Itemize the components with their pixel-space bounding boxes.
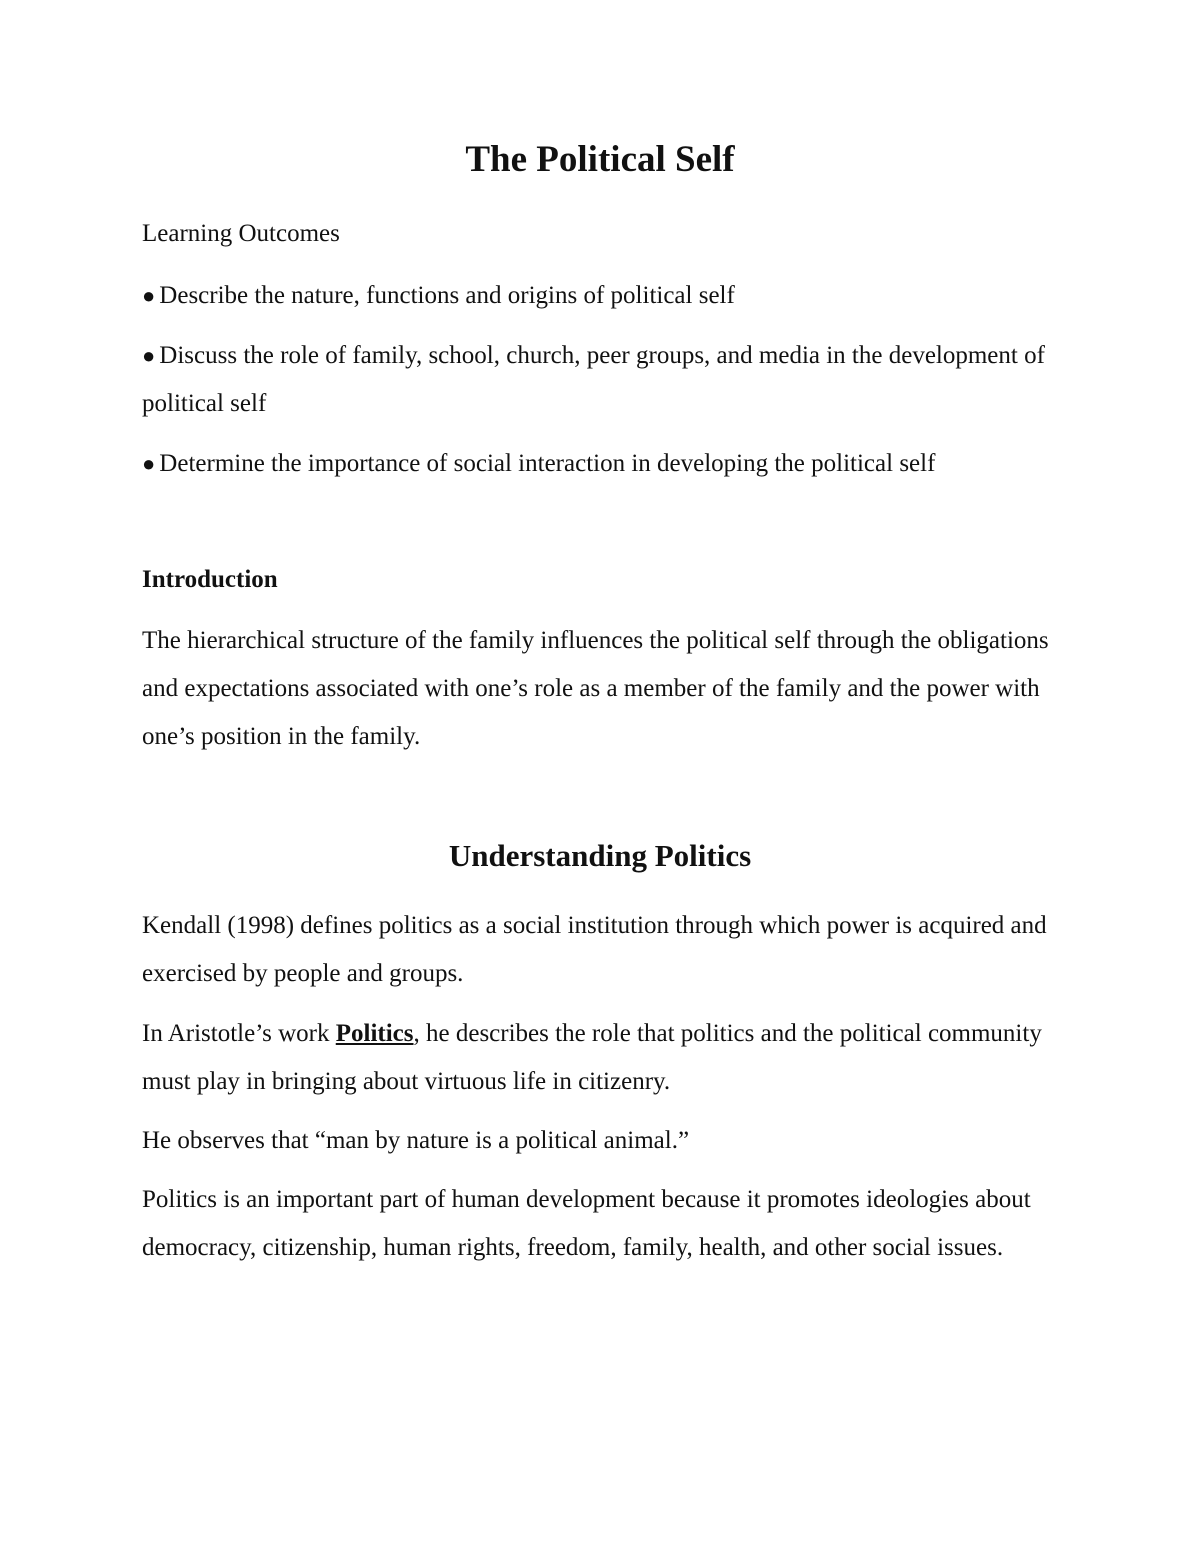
outcome-text-2: Discuss the role of family, school, church, peer groups, and media in the development of political self [142, 342, 1045, 417]
bullet-icon: ● [142, 343, 156, 368]
outcome-item-1 [142, 272, 1062, 320]
aristotle-text-after: , he describes the role that politics and the political community must play in bringing about virtuous life in citizenry. [142, 1020, 1042, 1095]
outcome-text-3: Determine the importance of social interaction in developing the political self [159, 450, 936, 477]
outcome-item-3 [142, 440, 1062, 488]
aristotle-text-before: In Aristotle’s work [142, 1020, 336, 1047]
page-title: The Political Self [465, 139, 735, 180]
aristotle-paragraph [142, 1010, 1062, 1106]
human-development-paragraph: Politics is an important part of human development because it promotes ideologies about democracy, citizenship, human rights, freedom, family, health, and other social issues. [142, 1186, 1031, 1261]
introduction-heading: Introduction [142, 566, 278, 593]
understanding-politics-heading: Understanding Politics [448, 838, 752, 873]
bullet-icon: ● [142, 283, 156, 308]
politics-work-title: Politics [335, 1020, 414, 1047]
kendall-paragraph: Kendall (1998) defines politics as a social institution through which power is acquired and exercised by people and groups. [142, 912, 1047, 987]
political-animal-paragraph: He observes that “man by nature is a political animal.” [142, 1127, 690, 1154]
outcome-text-1: Describe the nature, functions and origins of political self [159, 282, 735, 309]
bullet-icon: ● [142, 451, 156, 476]
learning-outcomes-label: Learning Outcomes [142, 220, 340, 247]
introduction-paragraph: The hierarchical structure of the family influences the political self through the obligations and expectations associated with one’s role as a member of the family and the power with one’s position in the family. [142, 627, 1049, 750]
outcome-item-2 [142, 332, 1062, 428]
